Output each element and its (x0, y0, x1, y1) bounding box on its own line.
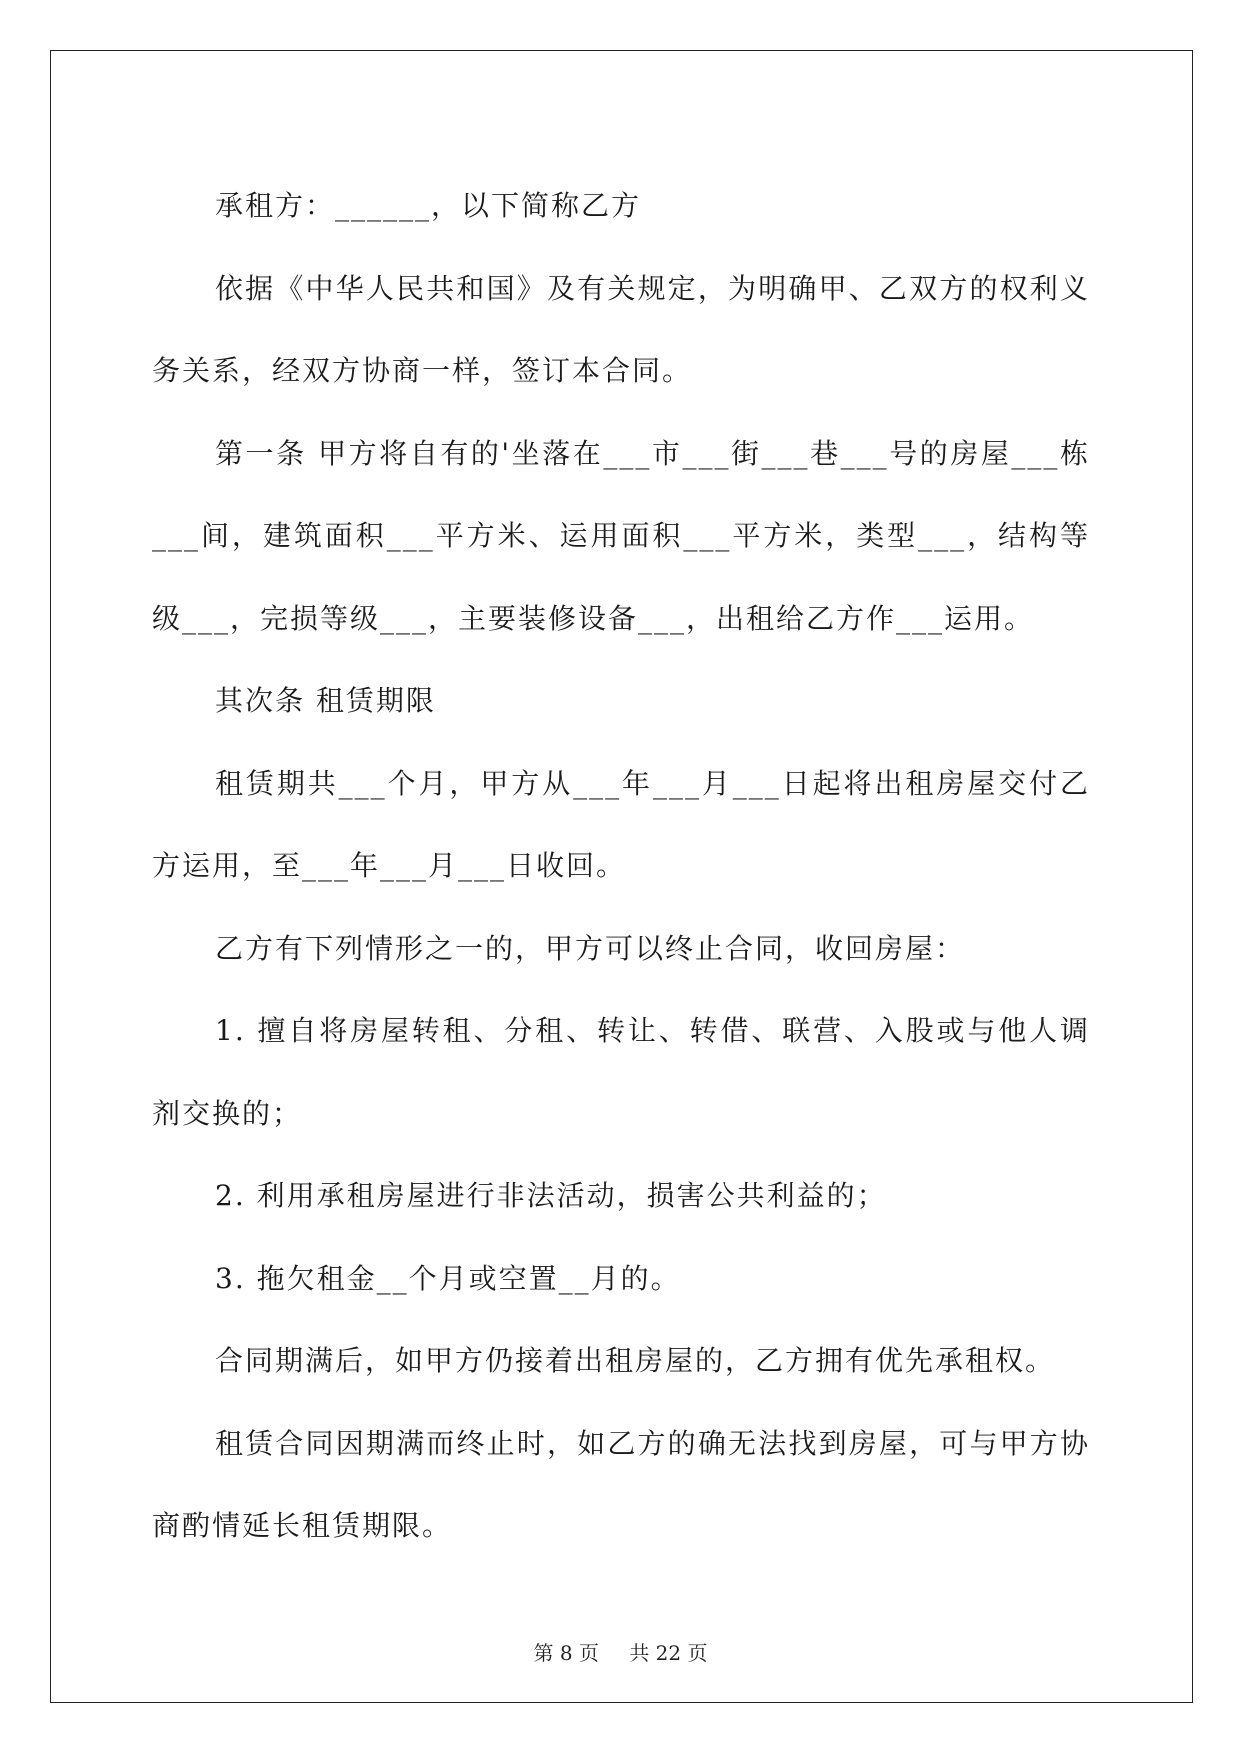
list-item-2: 2. 利用承租房屋进行非法活动，损害公共利益的； (215, 1179, 887, 1212)
document-body (152, 165, 1090, 1568)
paragraph-extension: 租赁合同因期满而终止时，如乙方的确无法找到房屋，可与甲方协商酌情延长租赁期限。 (152, 1426, 1090, 1542)
list-item-3: 3. 拖欠租金__个月或空置__月的。 (215, 1261, 681, 1295)
page-total: 共 22 页 (629, 1641, 708, 1665)
paragraph-lease-term: 租赁期共___个月，甲方从___年___月___日起将出租房屋交付乙方运用，至___年___月___日收回。 (152, 766, 1090, 882)
paragraph-article-2-heading: 其次条 租赁期限 (215, 684, 436, 717)
page-number: 第 8 页 (533, 1641, 599, 1665)
paragraph-lessee: 承租方：______，以下简称乙方 (215, 189, 642, 222)
page-footer (0, 1637, 1241, 1666)
paragraph-priority-right: 合同期满后，如甲方仍接着出租房屋的，乙方拥有优先承租权。 (215, 1344, 1056, 1377)
paragraph-article-1: 第一条 甲方将自有的'坐落在___市___街___巷___号的房屋___栋___间，建筑面积___平方米、运用面积___平方米，类型___，结构等级___，完损等级___，主要装修设备___，出租给乙方作___运用。 (152, 436, 1090, 635)
paragraph-termination-conditions: 乙方有下列情形之一的，甲方可以终止合同，收回房屋： (215, 931, 966, 965)
paragraph-basis: 依据《中华人民共和国》及有关规定，为明确甲、乙双方的权利义务关系，经双方协商一样，签订本合同。 (152, 271, 1090, 387)
list-item-1: 1. 擅自将房屋转租、分租、转让、转借、联营、入股或与他人调剂交换的； (152, 1014, 1090, 1130)
